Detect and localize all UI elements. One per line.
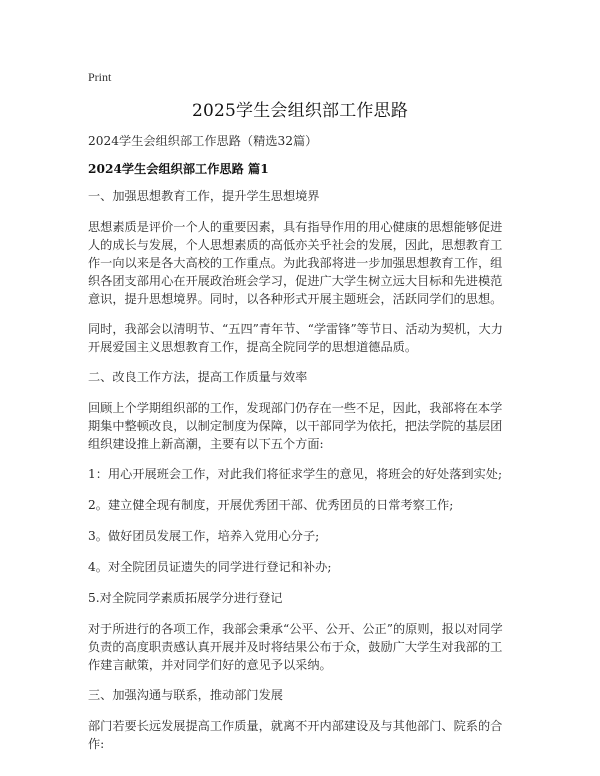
list-item: 4。对全院团员证遗失的同学进行登记和补办; bbox=[88, 560, 332, 574]
paragraph: 思想素质是评价一个人的重要因素，具有指导作用的用心健康的思想能够促进人的成长与发展，个人思想素质的高低亦关乎社会的发展，因此，思想教育工作一向以来是各大高校的工作重点。为此我部将进一步加强思想教育工作，组织各团支部用心在开展政治班会学习，促进广大学生树立远大目标和先进模范意识，提升思想境界。同时，以各种形式开展主题班会，活跃同学们的思想。 bbox=[88, 220, 503, 306]
print-link[interactable]: Print bbox=[88, 70, 112, 84]
list-item: 5.对全院同学素质拓展学分进行登记 bbox=[88, 591, 283, 605]
document-body bbox=[88, 132, 514, 765]
section-heading-1: 一、加强思想教育工作，提升学生思想境界 bbox=[88, 189, 320, 203]
paragraph: 回顾上个学期组织部的工作，发现部门仍存在一些不足，因此，我部将在本学期集中整顿改良，以制定制度为保障，以干部同学为依托，把法学院的基层团组织建设推上新高潮，主要有以下五个方面: bbox=[88, 401, 503, 451]
paragraph: 对于所进行的各项工作，我部会秉承“公平、公开、公正”的原则，报以对同学负责的高度职责感认真开展并及时将结果公布于众，鼓励广大学生对我部的工作建言献策，并对同学们好的意见予以采纳。 bbox=[88, 622, 503, 672]
article-heading: 2024学生会组织部工作思路 篇1 bbox=[88, 162, 269, 176]
list-item: 2。建立健全现有制度，开展优秀团干部、优秀团员的日常考察工作; bbox=[88, 498, 454, 512]
list-item: 3。做好团员发展工作，培养入党用心分子; bbox=[88, 529, 320, 543]
document-title: 2025学生会组织部工作思路 bbox=[191, 101, 409, 121]
paragraph: 同时，我部会以清明节、“五四”青年节、“学雷锋”等节日、活动为契机，大力开展爱国主义思想教育工作，提高全院同学的思想道德品质。 bbox=[88, 322, 503, 354]
list-item: 1：用心开展班会工作，对此我们将征求学生的意见，将班会的好处落到实处; bbox=[88, 467, 503, 481]
section-heading-2: 二、改良工作方法，提高工作质量与效率 bbox=[88, 370, 308, 384]
document-subtitle: 2024学生会组织部工作思路（精选32篇） bbox=[88, 134, 318, 148]
section-heading-3: 三、加强沟通与联系，推动部门发展 bbox=[88, 688, 283, 702]
paragraph: 部门若要长远发展提高工作质量，就离不开内部建设及与其他部门、院系的合作: bbox=[88, 719, 503, 751]
